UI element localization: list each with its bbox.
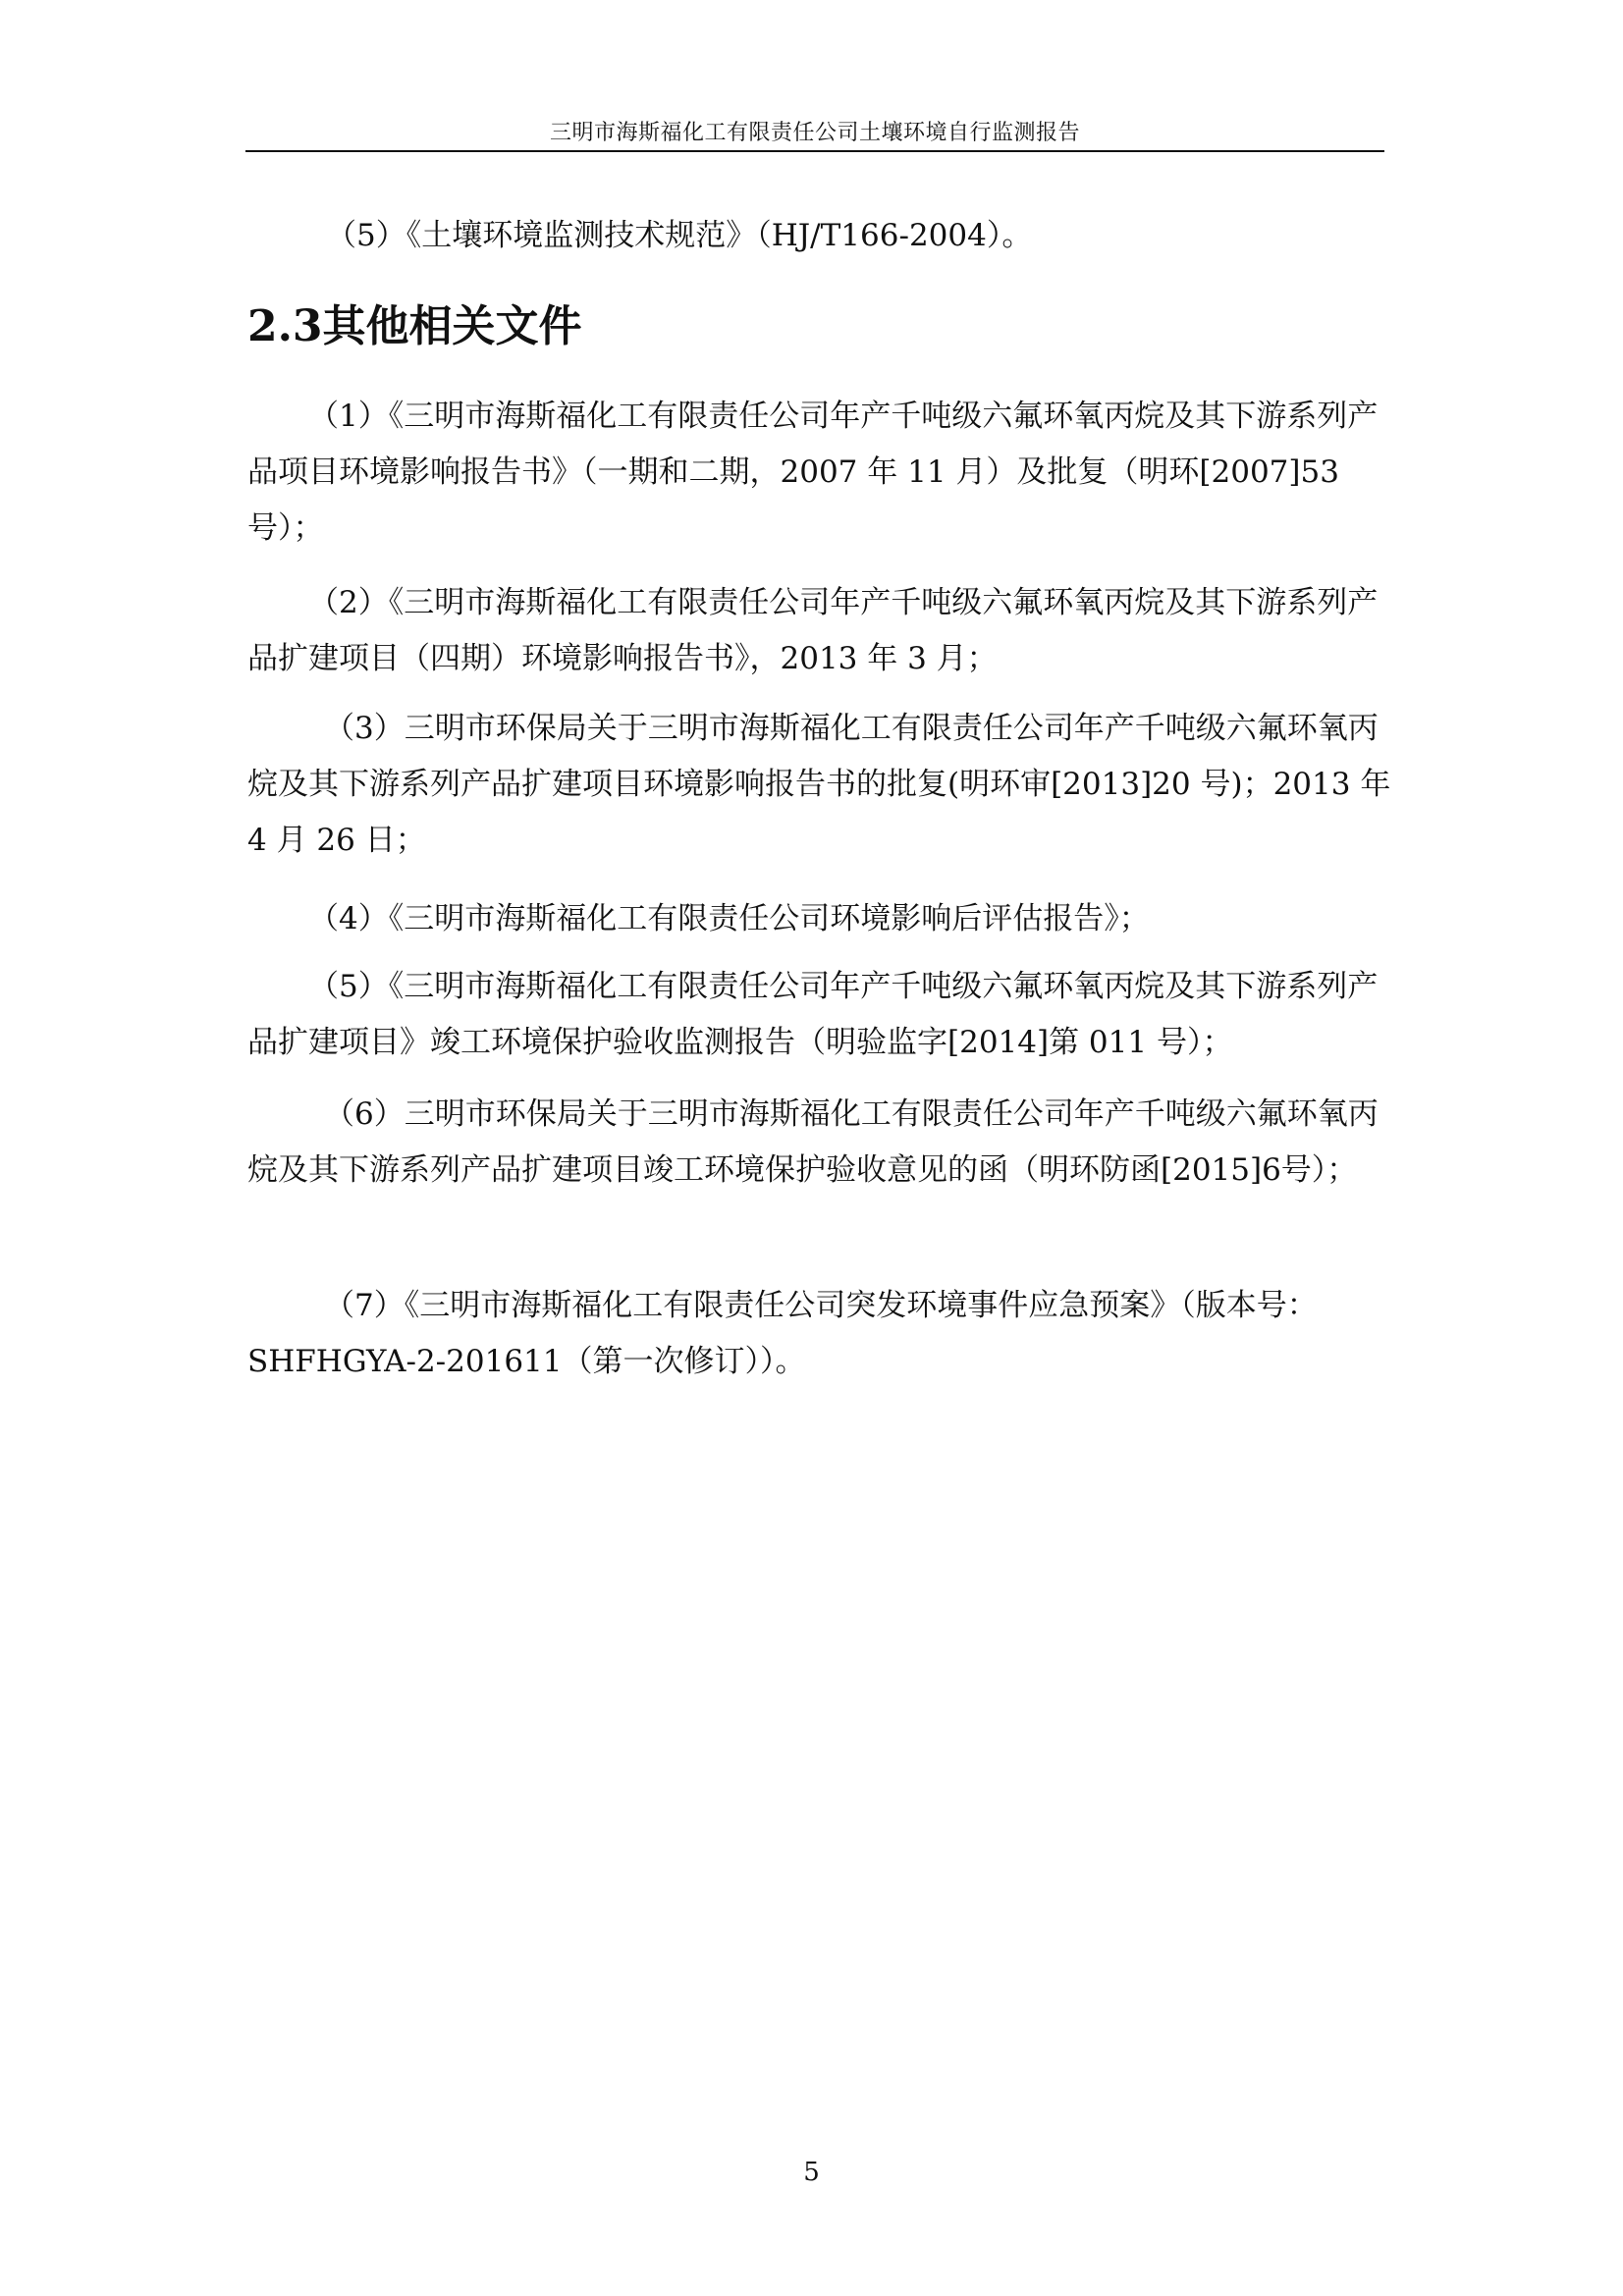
list-item-4: （4）《三明市海斯福化工有限责任公司环境影响后评估报告》； (308, 901, 1150, 936)
header-divider (245, 150, 1384, 152)
list-item-6: （6）三明市环保局关于三明市海斯福化工有限责任公司年产千吨级六氟环氧丙烷及其下游系列产品扩建项目竣工环境保护验收意见的函（明环防函[2015]6号）； (247, 1096, 1379, 1188)
list-item-3: （3）三明市环保局关于三明市海斯福化工有限责任公司年产千吨级六氟环氧丙烷及其下游系列产品扩建项目环境影响报告书的批复(明环审[2013]20 号)；2013 年 4 月 26 日； (247, 711, 1391, 858)
list-item-5: （5）《三明市海斯福化工有限责任公司年产千吨级六氟环氧丙烷及其下游系列产品扩建项目》竣工环境保护验收监测报告（明验监字[2014]第 011 号）； (247, 969, 1379, 1060)
section-heading: 2.3其他相关文件 (247, 301, 582, 351)
list-item-2: （2）《三明市海斯福化工有限责任公司年产千吨级六氟环氧丙烷及其下游系列产品扩建项目（四期）环境影响报告书》，2013 年 3 月； (247, 585, 1379, 676)
list-item-1: （1）《三明市海斯福化工有限责任公司年产千吨级六氟环氧丙烷及其下游系列产品项目环境影响报告书》（一期和二期，2007 年 11 月）及批复（明环[2007]53号）； (247, 399, 1379, 546)
list-item-7: （7）《三明市海斯福化工有限责任公司突发环境事件应急预案》（版本号：SHFHGYA-2-201611（第一次修订））。 (247, 1288, 1318, 1379)
intro-paragraph: （5）《土壤环境监测技术规范》（HJ/T166-2004）。 (326, 218, 1033, 253)
page-number: 5 (803, 2158, 820, 2187)
page-header-title: 三明市海斯福化工有限责任公司土壤环境自行监测报告 (549, 121, 1080, 145)
